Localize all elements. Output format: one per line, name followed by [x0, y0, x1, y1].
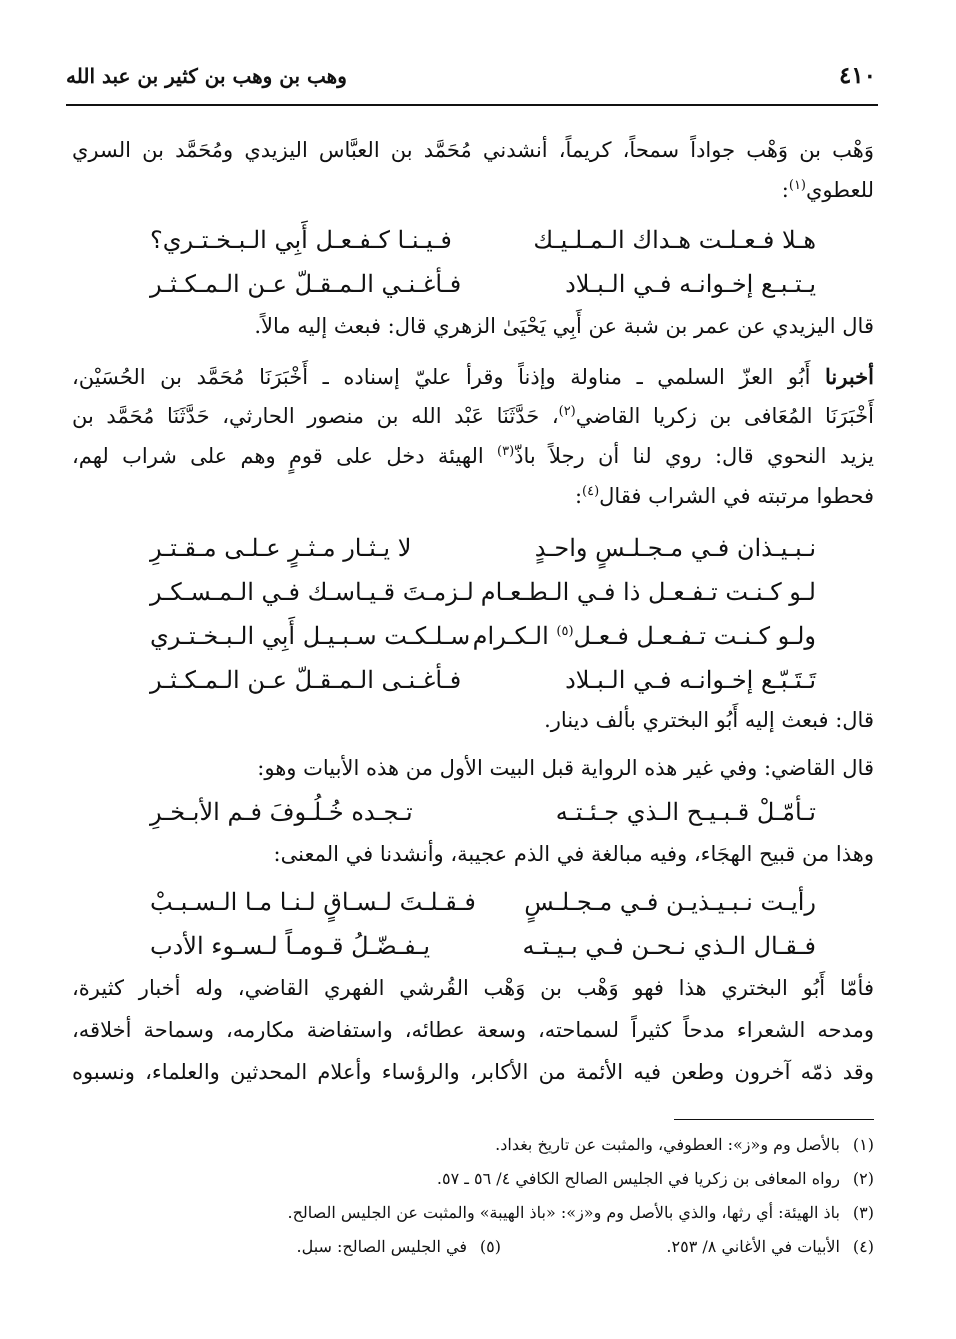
paragraph-text: للعطوي — [806, 178, 874, 202]
footnote-number: (٤) — [852, 1237, 874, 1256]
footnote-ref: (٣) — [497, 444, 515, 459]
paragraph-line: وقد ذمّه آخرون وطعن فيه الأئمة من الأكابر، والرؤساء وأعلام المحدثين والعلماء، ونسبوه — [72, 1060, 874, 1084]
paragraph-text: ، حَدَّثَنَا عَبْد الله بن منصور الحارثي، حَدَّثَنَا مُحَمَّد بن — [72, 404, 559, 428]
verse-line — [150, 622, 816, 666]
verse-hemistich: نـبـيـذان فـي مـجـلـسٍ واحـدٍ — [534, 534, 816, 562]
paragraph-text: يزيد النحوي قال: روي لنا أن رجلاً باذّ — [514, 444, 874, 468]
paragraph-text: : — [574, 484, 583, 508]
footnote-text: الأبيات في الأغاني ٨/ ٢٥٣. — [666, 1237, 840, 1256]
paragraph-line — [72, 364, 874, 389]
paragraph-line: وَهْب بن وَهْب جواداً سمحاً، كريماً، أنشدني مُحَمَّد بن العبَّاس اليزيدي ومُحَمَّد بن السري — [72, 138, 874, 162]
verse-line — [150, 798, 816, 842]
paragraph-text: أَخْبَرَنَا المُعَافى بن زكريا القاضي — [575, 404, 874, 428]
verse-hemistich: تَـتَـبّـع إخـوانـه فـي الـبـلاد — [565, 666, 816, 694]
footnote-number: (١) — [852, 1135, 874, 1154]
verse-hemistich: تـأمّـلْ قـبـيـح الـذي جـئـتـه — [555, 798, 816, 826]
paragraph-text: فحطوا مرتبته في الشراب فقال — [599, 484, 874, 508]
paragraph-line: قال: فبعث إليه أَبُو البختري بألف دينار. — [544, 708, 874, 732]
paragraph-text: الهيئة دخل على قومٍ وهم على شراب لهم، — [72, 444, 498, 468]
page-header — [66, 62, 876, 102]
verse-hemistich: فـقـلـتَ لـسـاقٍ لـنـا مـا الـسـبـبْ — [150, 888, 476, 916]
page-number: ٤١٠ — [838, 62, 876, 89]
paragraph-line — [72, 444, 874, 468]
footnote-text: بالأصل وم و«ز»: العطوفي، والمثبت عن تاريخ بغداد. — [495, 1135, 840, 1154]
paragraph-line: وهذا من قبيح الهجَاء، وفيه مبالغة في الذم عجيبة، وأنشدنا في المعنى: — [273, 842, 874, 866]
paragraph-line: قال اليزيدي عن عمر بن شبة عن أَبِي يَحْيَىٰ الزهري قال: فبعث إليه مالاً. — [254, 314, 874, 338]
header-rule — [66, 104, 878, 106]
footnote — [90, 1134, 874, 1156]
footnote — [296, 1236, 501, 1258]
paragraph-line: فأمّا أَبُو البختري هذا فهو وَهْب بن وَهْب القُرشي الفهري القاضي، وله أخبار كثيرة، — [72, 976, 874, 1000]
footnote — [90, 1168, 874, 1190]
verse-hemistich: فـأغـنـي الـمـقـلّ عـن الـمـكـثـر — [150, 270, 462, 298]
verse-hemistich: هـلا فـعـلـت هـداك الـمـلـيـك — [533, 226, 816, 254]
verse-line — [150, 666, 816, 710]
verse-hemistich — [473, 622, 816, 650]
lead-word: أخبرنا — [825, 364, 874, 389]
footnote-ref: (١) — [788, 178, 806, 193]
verse-line — [150, 534, 816, 578]
paragraph-line: ومدحه الشعراء مدحاً كثيراً لسماحته، وسعة عطائه، واستفاضة مكارمه، وسماحة أخلاقه، — [72, 1018, 874, 1042]
verse-hemistich: تـجـده خُـلُـوفَ فـم الأبـخـرِ — [150, 798, 413, 826]
verse-line — [150, 270, 816, 314]
footnote — [90, 1202, 874, 1224]
verse-line — [150, 888, 816, 932]
verse-line — [150, 578, 816, 622]
verse-hemistich: يـفـضّـلُ قـومـاً لـسـوء الأدب — [150, 932, 430, 960]
verse-hemistich: لـو كـنـت تـفـعـل ذا فـي الـطـعـام — [480, 578, 816, 606]
verse-hemistich: فـقـال الـذي نـحـن فـي بـيـتـه — [522, 932, 816, 960]
footnote-rule — [674, 1119, 874, 1120]
verse-hemistich: فـأغـنـى الـمـقـلّ عـن الـمـكـثـر — [150, 666, 462, 694]
verse-hemistich: رأيـت نـبـيـذيـن فـي مـجـلـسٍ — [524, 888, 816, 916]
paragraph-line — [575, 484, 874, 508]
verse-hemistich: فـيـنـا كـفـعـل أَبِي الـبـخـتـري؟ — [150, 226, 452, 254]
footnote-ref: (٤) — [582, 484, 600, 499]
verse-line — [150, 226, 816, 270]
footnote-ref: (٥) — [556, 624, 574, 639]
footnote-ref: (٢) — [558, 404, 576, 419]
paragraph-line: قال القاضي: وفي غير هذه الرواية قبل البيت الأول من هذه الأبيات وهو: — [257, 756, 874, 780]
verse-hemistich: لا يـثـار مـثـرٍ عـلـى مـقـتـرِ — [150, 534, 412, 562]
verse-text: ولـو كـنـت تـفـعـل فـعـل — [573, 622, 816, 650]
paragraph-line — [782, 178, 874, 202]
footnote-text: باذ الهيئة: أي رثها، والذي بالأصل وم و«ز»: «باذ الهيبة» والمثبت عن الجليس الصالح. — [287, 1203, 840, 1222]
paragraph-text: أَبُو العزّ السلمي ـ مناولة وإذناً وقرأ عليّ إسناده ـ أَخْبَرَنَا مُحَمَّد بن الحُسَيْن، — [72, 365, 811, 389]
footnote-number: (٢) — [852, 1169, 874, 1188]
paragraph-line — [72, 404, 874, 428]
footnote-text: في الجليس الصالح: سبل. — [296, 1237, 467, 1256]
running-title: وهب بن وهب بن كثير بن عبد الله — [66, 64, 347, 88]
verse-hemistich: سـلـكـت سـبـيـل أَبِي الـبـخـتـري — [150, 622, 471, 650]
verse-hemistich: يـتـبـع إخـوانـه فـي الـبـلاد — [565, 270, 816, 298]
verse-line — [150, 932, 816, 976]
verse-hemistich: لـزمـتَ قـيـاسـك فـي الـمـسـكـر — [150, 578, 474, 606]
footnote-number: (٥) — [479, 1237, 501, 1256]
paragraph-text: : — [781, 178, 789, 202]
verse-text: الـكـرام — [472, 622, 557, 650]
footnote-number: (٣) — [852, 1203, 874, 1222]
footnote-text: رواه المعافى بن زكريا في الجليس الصالح الكافي ٤/ ٥٦ ـ ٥٧. — [436, 1169, 840, 1188]
